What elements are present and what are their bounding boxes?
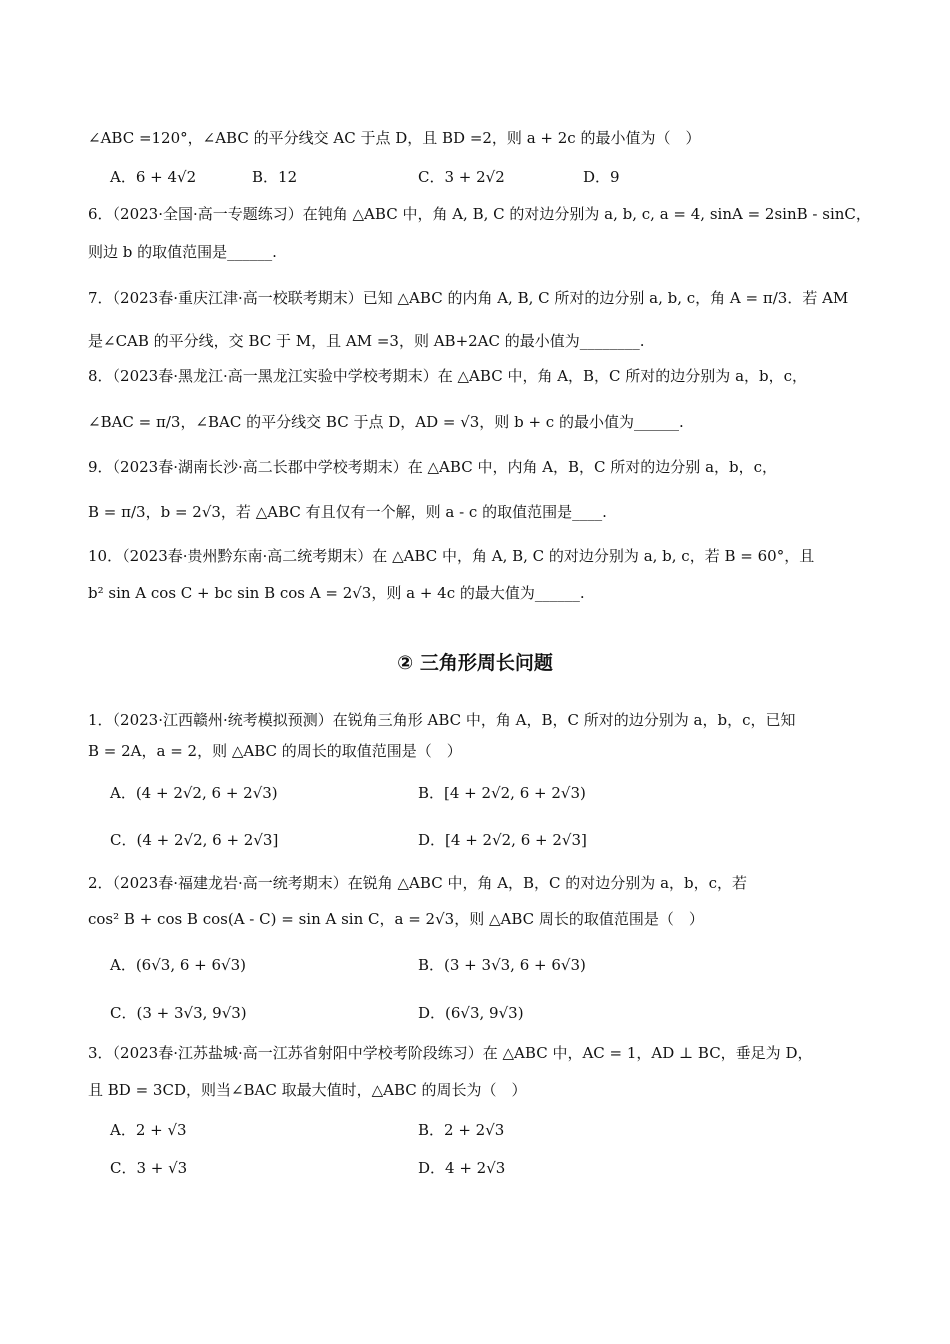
p2-line1: 2．（2023春·福建龙岩·高一统考期末）在锐角 △ABC 中，角 A，B，C 的对边分别为 a，b，c，若	[88, 874, 748, 892]
p2-option-d: D．(6√3, 9√3)	[418, 1004, 524, 1022]
p2-option-b: B．(3 + 3√3, 6 + 6√3)	[418, 956, 586, 974]
section-title: ② 三角形周长问题	[397, 652, 553, 674]
p3-line2: 且 BD = 3CD，则当∠BAC 取最大值时，△ABC 的周长为（ ）	[88, 1081, 527, 1099]
option-a: A．6 + 4√2	[110, 168, 197, 186]
q6-line2: 则边 b 的取值范围是______.	[88, 243, 277, 261]
q9-line2: B = π/3，b = 2√3，若 △ABC 有且仅有一个解，则 a - c 的取值范围是____.	[88, 503, 607, 521]
p2-option-a: A．(6√3, 6 + 6√3)	[110, 956, 247, 974]
q8-line1: 8．（2023春·黑龙江·高一黑龙江实验中学校考期末）在 △ABC 中，角 A，B，C 所对的边分别为 a，b，c，	[88, 367, 808, 385]
p2-option-c: C．(3 + 3√3, 9√3)	[110, 1004, 247, 1022]
p1-line1: 1．（2023·江西赣州·统考模拟预测）在锐角三角形 ABC 中，角 A，B，C 所对的边分别为 a，b，c，已知	[88, 711, 796, 729]
p1-line2: B = 2A，a = 2，则 △ABC 的周长的取值范围是（ ）	[88, 742, 462, 760]
p2-line2: cos² B + cos B cos(A - C) = sin A sin C，a = 2√3，则 △ABC 周长的取值范围是（ ）	[88, 910, 704, 928]
option-b: B．12	[252, 168, 298, 186]
p3-option-b: B．2 + 2√3	[418, 1121, 505, 1139]
q7-line1: 7．（2023春·重庆江津·高一校联考期末）已知 △ABC 的内角 A, B, C 所对的边分别 a, b, c，角 A = π/3．若 AM	[88, 289, 849, 307]
p3-option-c: C．3 + √3	[110, 1159, 188, 1177]
p3-option-a: A．2 + √3	[110, 1121, 187, 1139]
option-c: C．3 + 2√2	[418, 168, 505, 186]
p3-option-d: D．4 + 2√3	[418, 1159, 506, 1177]
p1-option-d: D．[4 + 2√2, 6 + 2√3]	[418, 831, 587, 849]
p1-option-c: C．(4 + 2√2, 6 + 2√3]	[110, 831, 279, 849]
p1-option-b: B．[4 + 2√2, 6 + 2√3)	[418, 784, 586, 802]
p3-line1: 3．（2023春·江苏盐城·高一江苏省射阳中学校考阶段练习）在 △ABC 中，AC = 1，AD ⊥ BC，垂足为 D，	[88, 1044, 813, 1062]
p1-option-a: A．(4 + 2√2, 6 + 2√3)	[110, 784, 278, 802]
q8-line2: ∠BAC = π/3，∠BAC 的平分线交 BC 于点 D，AD = √3，则 b + c 的最小值为______.	[88, 413, 684, 431]
q7-line2: 是∠CAB 的平分线，交 BC 于 M，且 AM =3，则 AB+2AC 的最小值为________.	[88, 332, 645, 350]
q10-line1: 10．（2023春·贵州黔东南·高二统考期末）在 △ABC 中，角 A, B, C 的对边分别为 a, b, c，若 B = 60°，且	[88, 547, 815, 565]
q5-continued-line: ∠ABC =120°，∠ABC 的平分线交 AC 于点 D，且 BD =2，则 a + 2c 的最小值为（ ）	[88, 129, 701, 147]
option-d: D．9	[583, 168, 620, 186]
q6-line1: 6．（2023·全国·高一专题练习）在钝角 △ABC 中，角 A, B, C 的对边分别为 a, b, c, a = 4, sinA = 2sinB - sinC，	[88, 205, 871, 223]
q10-line2: b² sin A cos C + bc sin B cos A = 2√3，则 a + 4c 的最大值为______.	[88, 584, 585, 602]
q9-line1: 9．（2023春·湖南长沙·高二长郡中学校考期末）在 △ABC 中，内角 A，B，C 所对的边分别 a，b，c，	[88, 458, 778, 476]
